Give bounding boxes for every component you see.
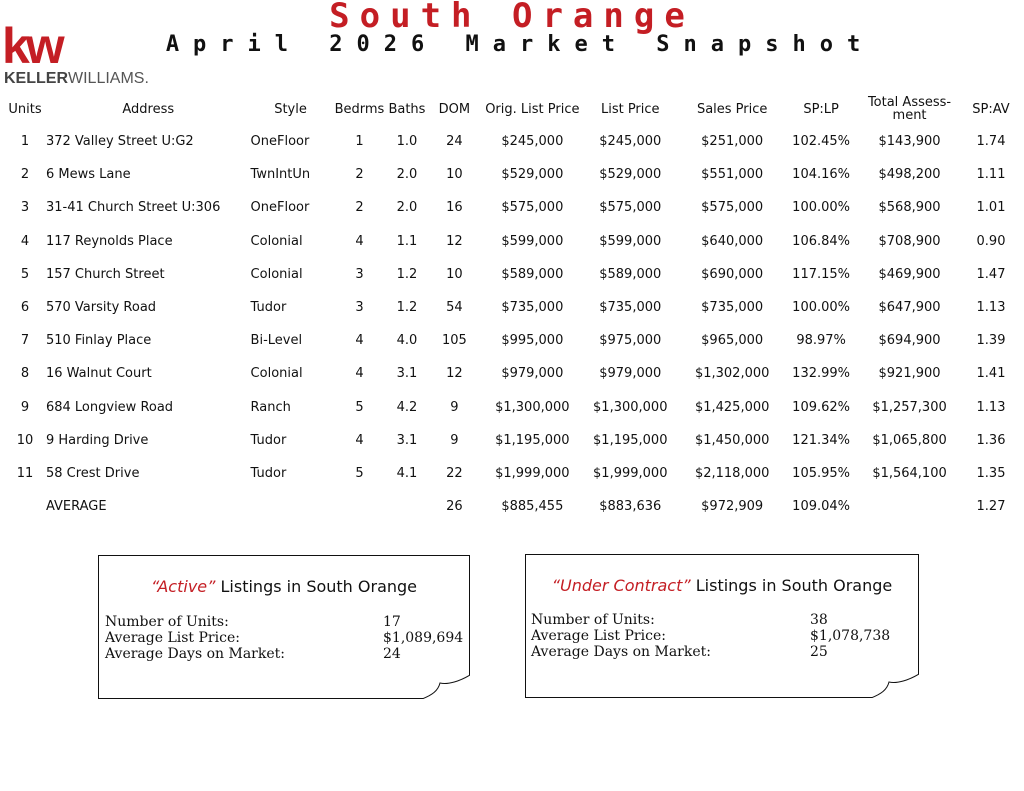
cell-dom: 9 <box>450 399 459 415</box>
contract-card-title-highlight: “Under Contract” <box>551 576 691 595</box>
active-card-title-rest: Listings in South Orange <box>215 577 418 596</box>
cell-total-assessment: $1,564,100 <box>872 465 947 481</box>
cell-total-assessment <box>857 490 962 523</box>
table-header-row <box>4 93 1020 125</box>
contract-units-label: Number of Units: <box>531 612 655 628</box>
page-curl-icon <box>422 675 470 699</box>
cell-unit-number: 10 <box>16 432 34 448</box>
cell-sp-av: 1.35 <box>976 465 1006 481</box>
cell-baths: 3.1 <box>396 432 418 448</box>
header-style: Style <box>274 101 307 117</box>
cell-sales-price: $690,000 <box>701 266 764 282</box>
cell-total-assessment: $143,900 <box>878 134 941 150</box>
cell-orig-list-price: $1,999,000 <box>495 465 570 481</box>
cell-sp-av: 1.74 <box>976 134 1006 150</box>
cell-bedrooms: 2 <box>355 200 364 216</box>
cell-style: Colonial <box>250 366 303 382</box>
contract-avg-dom-value: 25 <box>810 644 828 660</box>
cell-sp-lp: 132.99% <box>792 366 851 382</box>
cell-sp-av: 1.01 <box>976 200 1006 216</box>
cell-dom: 9 <box>450 432 459 448</box>
header-address: Address <box>122 101 175 117</box>
cell-baths: 4.1 <box>396 465 418 481</box>
cell-style: Tudor <box>250 465 287 481</box>
cell-baths: 3.1 <box>396 366 418 382</box>
cell-list-price: $1,195,000 <box>593 432 668 448</box>
cell-unit-number: 4 <box>20 233 30 249</box>
cell-sp-av: 1.11 <box>976 167 1006 183</box>
contract-avg-dom-label: Average Days on Market: <box>531 644 711 660</box>
cell-orig-list-price: $979,000 <box>501 366 564 382</box>
cell-total-assessment: $498,200 <box>878 167 941 183</box>
cell-sp-lp: 105.95% <box>792 465 851 481</box>
cell-style: TwnIntUn <box>250 167 311 183</box>
table-row <box>4 158 1020 191</box>
cell-orig-list-price: $529,000 <box>501 167 564 183</box>
cell-style: Bi-Level <box>250 333 303 349</box>
header-sp-lp: SP:LP <box>803 101 839 117</box>
page-title: South Orange <box>329 0 695 36</box>
cell-sales-price: $551,000 <box>701 167 764 183</box>
cell-orig-list-price: $735,000 <box>501 300 564 316</box>
table-row <box>4 291 1020 324</box>
sales-table <box>4 93 1020 523</box>
cell-baths: 4.0 <box>396 333 418 349</box>
table-row <box>4 357 1020 390</box>
cell-baths: 1.2 <box>396 300 418 316</box>
cell-orig-list-price: $995,000 <box>501 333 564 349</box>
cell-address: 372 Valley Street U:G2 <box>45 134 194 150</box>
cell-sales-price: $1,425,000 <box>694 399 770 415</box>
cell-address: 6 Mews Lane <box>45 167 131 183</box>
header-list-price: List Price <box>600 101 660 117</box>
cell-sales-price: $1,302,000 <box>694 366 770 382</box>
cell-sp-av: 1.27 <box>976 499 1006 515</box>
cell-baths <box>388 490 425 523</box>
cell-sales-price: $2,118,000 <box>694 465 770 481</box>
cell-dom: 24 <box>446 134 463 150</box>
cell-bedrooms: 4 <box>355 432 364 448</box>
cell-unit-number: 6 <box>20 300 30 316</box>
logo-word-rest: WILLIAMS. <box>68 70 149 87</box>
cell-list-price: $975,000 <box>599 333 662 349</box>
under-contract-listings-card <box>525 554 919 698</box>
active-avg-price-value: $1,089,694 <box>383 630 464 646</box>
table-row <box>4 391 1020 424</box>
table-row <box>4 424 1020 457</box>
cell-sales-price: $735,000 <box>701 300 764 316</box>
cell-dom: 10 <box>446 167 463 183</box>
cell-total-assessment: $647,900 <box>878 300 941 316</box>
cell-sp-av: 0.90 <box>976 233 1006 249</box>
cell-address: 58 Crest Drive <box>45 465 140 481</box>
cell-orig-list-price: $885,455 <box>501 499 564 515</box>
cell-orig-list-price: $1,195,000 <box>495 432 570 448</box>
contract-card-title-rest: Listings in South Orange <box>690 576 893 595</box>
cell-dom: 16 <box>446 200 463 216</box>
table-row <box>4 457 1020 490</box>
cell-sales-price: $1,450,000 <box>694 432 770 448</box>
cell-unit-number: 9 <box>20 399 30 415</box>
table-row <box>4 125 1020 158</box>
cell-list-price: $245,000 <box>599 134 662 150</box>
cell-bedrooms <box>330 490 388 523</box>
cell-total-assessment: $921,900 <box>878 366 941 382</box>
active-units-value: 17 <box>383 614 401 630</box>
cell-unit-number: 7 <box>20 333 30 349</box>
cell-list-price: $1,300,000 <box>593 399 668 415</box>
cell-sp-lp: 109.04% <box>792 499 851 515</box>
cell-style: OneFloor <box>250 134 310 150</box>
cell-sp-lp: 106.84% <box>792 233 851 249</box>
cell-sp-lp: 117.15% <box>792 266 851 282</box>
header-dom: DOM <box>438 101 471 117</box>
cell-unit-number: 8 <box>20 366 30 382</box>
cell-address: 16 Walnut Court <box>45 366 152 382</box>
contract-avg-price-value: $1,078,738 <box>810 628 891 644</box>
cell-baths: 4.2 <box>396 399 418 415</box>
contract-avg-price-label: Average List Price: <box>531 628 666 644</box>
cell-sp-lp: 121.34% <box>792 432 851 448</box>
cell-unit-number: 11 <box>16 465 34 481</box>
cell-sales-price: $965,000 <box>701 333 764 349</box>
cell-dom: 10 <box>446 266 463 282</box>
cell-bedrooms: 4 <box>355 366 364 382</box>
cell-sales-price: $575,000 <box>701 200 764 216</box>
table-row <box>4 191 1020 224</box>
cell-bedrooms: 5 <box>355 399 364 415</box>
cell-bedrooms: 5 <box>355 465 364 481</box>
header-units: Units <box>8 101 42 117</box>
cell-sp-lp: 98.97% <box>796 333 846 349</box>
cell-baths: 1.2 <box>396 266 418 282</box>
header-orig-list-price: Orig. List Price <box>485 101 580 117</box>
cell-baths: 2.0 <box>396 167 418 183</box>
cell-bedrooms: 1 <box>355 134 364 150</box>
cell-total-assessment: $568,900 <box>878 200 941 216</box>
active-avg-dom-value: 24 <box>383 646 401 662</box>
header-total-assessment: Total Assess-ment <box>867 95 952 123</box>
logo-wordmark <box>4 70 149 88</box>
average-row <box>4 490 1020 523</box>
cell-address: 31-41 Church Street U:306 <box>45 200 221 216</box>
cell-style: Colonial <box>250 266 303 282</box>
cell-sales-price: $251,000 <box>701 134 764 150</box>
cell-sp-lp: 104.16% <box>792 167 851 183</box>
cell-dom: 26 <box>446 499 463 515</box>
active-avg-price-label: Average List Price: <box>105 630 240 646</box>
cell-orig-list-price: $1,300,000 <box>495 399 570 415</box>
cell-bedrooms: 4 <box>355 233 364 249</box>
header-sp-av: SP:AV <box>972 101 1010 117</box>
active-card-title <box>99 577 469 596</box>
active-listings-card <box>98 555 470 699</box>
header-baths: Baths <box>388 101 426 117</box>
contract-card-title <box>526 576 918 595</box>
cell-sales-price: $972,909 <box>701 499 764 515</box>
cell-sp-av: 1.39 <box>976 333 1006 349</box>
table-body <box>4 125 1020 523</box>
cell-list-price: $979,000 <box>599 366 662 382</box>
active-units-label: Number of Units: <box>105 614 229 630</box>
cell-address: 9 Harding Drive <box>45 432 149 448</box>
active-card-title-highlight: “Active” <box>150 577 216 596</box>
cell-total-assessment: $469,900 <box>878 266 941 282</box>
cell-bedrooms: 4 <box>355 333 364 349</box>
cell-dom: 22 <box>446 465 463 481</box>
cell-baths: 1.0 <box>396 134 418 150</box>
cell-dom: 54 <box>446 300 463 316</box>
logo-word-bold: KELLER <box>4 70 68 87</box>
cell-list-price: $575,000 <box>599 200 662 216</box>
cell-sp-lp: 102.45% <box>792 134 851 150</box>
cell-address: 684 Longview Road <box>45 399 174 415</box>
cell-list-price: $735,000 <box>599 300 662 316</box>
cell-style: Ranch <box>250 399 291 415</box>
cell-bedrooms: 2 <box>355 167 364 183</box>
cell-style: Tudor <box>250 300 287 316</box>
header-bedrooms: Bedrms <box>334 101 385 117</box>
contract-units-value: 38 <box>810 612 828 628</box>
cell-baths: 1.1 <box>396 233 418 249</box>
cell-sp-lp: 100.00% <box>792 300 851 316</box>
cell-address: 157 Church Street <box>45 266 165 282</box>
cell-orig-list-price: $575,000 <box>501 200 564 216</box>
cell-address: 510 Finlay Place <box>45 333 152 349</box>
header-sales-price: Sales Price <box>696 101 768 117</box>
cell-unit-number: 2 <box>20 167 30 183</box>
cell-sp-av: 1.13 <box>976 399 1006 415</box>
cell-dom: 12 <box>446 366 463 382</box>
cell-sp-av: 1.13 <box>976 300 1006 316</box>
table-row <box>4 324 1020 357</box>
cell-address: AVERAGE <box>45 499 107 515</box>
cell-list-price: $599,000 <box>599 233 662 249</box>
cell-unit-number <box>4 490 46 523</box>
cell-sp-lp: 109.62% <box>792 399 851 415</box>
cell-orig-list-price: $589,000 <box>501 266 564 282</box>
page-subtitle: April 2026 Market Snapshot <box>165 32 875 57</box>
table-row <box>4 258 1020 291</box>
cell-total-assessment: $694,900 <box>878 333 941 349</box>
cell-address: 570 Varsity Road <box>45 300 157 316</box>
cell-style: Tudor <box>250 432 287 448</box>
cell-dom: 12 <box>446 233 463 249</box>
cell-sales-price: $640,000 <box>701 233 764 249</box>
cell-style: OneFloor <box>250 200 310 216</box>
cell-list-price: $529,000 <box>599 167 662 183</box>
cell-dom: 105 <box>442 333 467 349</box>
cell-list-price: $589,000 <box>599 266 662 282</box>
cell-bedrooms: 3 <box>355 300 364 316</box>
cell-style: Colonial <box>250 233 303 249</box>
page-curl-icon <box>871 674 919 698</box>
cell-sp-av: 1.36 <box>976 432 1006 448</box>
cell-orig-list-price: $599,000 <box>501 233 564 249</box>
cell-sp-av: 1.41 <box>976 366 1006 382</box>
cell-orig-list-price: $245,000 <box>501 134 564 150</box>
cell-unit-number: 5 <box>20 266 30 282</box>
cell-list-price: $1,999,000 <box>593 465 668 481</box>
cell-total-assessment: $1,257,300 <box>872 399 947 415</box>
kw-logo-mark: kw <box>2 18 61 74</box>
cell-unit-number: 3 <box>20 200 30 216</box>
cell-total-assessment: $708,900 <box>878 233 941 249</box>
table-row <box>4 225 1020 258</box>
cell-total-assessment: $1,065,800 <box>872 432 947 448</box>
cell-list-price: $883,636 <box>599 499 662 515</box>
active-avg-dom-label: Average Days on Market: <box>105 646 285 662</box>
cell-style <box>251 490 331 523</box>
cell-baths: 2.0 <box>396 200 418 216</box>
cell-sp-av: 1.47 <box>976 266 1006 282</box>
cell-bedrooms: 3 <box>355 266 364 282</box>
cell-address: 117 Reynolds Place <box>45 233 173 249</box>
cell-sp-lp: 100.00% <box>792 200 851 216</box>
cell-unit-number: 1 <box>20 134 30 150</box>
